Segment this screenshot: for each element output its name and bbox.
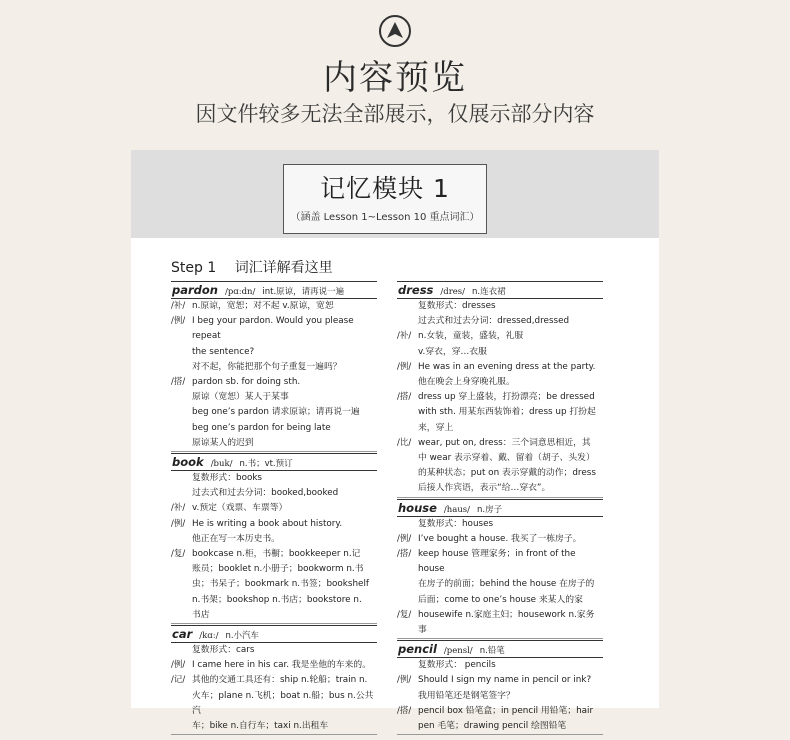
entry-line-text: 火车；plane n.飞机；boat n.船；bus n.公共汽	[192, 690, 374, 716]
page-subtitle: 因文件较多无法全部展示，仅展示部分内容	[195, 102, 595, 126]
entry-line-text: pen 毛笔；drawing pencil 绘图铅笔	[418, 721, 567, 732]
entry-definition: n.书；vt.预订	[239, 459, 293, 470]
entry-line	[397, 719, 603, 734]
entry-line-tag: /复/	[171, 549, 186, 560]
entry-line-tag	[397, 466, 418, 481]
entry-line-tag	[171, 345, 192, 360]
entry-definition: n.房子	[477, 504, 503, 515]
entry-line	[171, 405, 377, 420]
entry-line-tag	[397, 421, 418, 436]
entry-line-tag: /例/	[171, 518, 186, 529]
entry-phonetic: /dres/	[440, 287, 466, 297]
entry-line	[171, 501, 377, 516]
entry-line	[397, 577, 603, 592]
entry-line-text: I’ve bought a house. 我买了一栋房子。	[418, 533, 582, 544]
entry-body	[397, 299, 603, 498]
entry-line-text: He is writing a book about history.	[192, 518, 343, 529]
entry-line-text: 虫；书呆子；bookmark n.书签；bookshelf	[192, 579, 370, 590]
entry-line-text: 后面；come to one’s house 来某人的家	[418, 594, 583, 605]
entry-line	[397, 593, 603, 608]
entry-line	[397, 299, 603, 314]
entry-line-tag: /例/	[397, 361, 412, 372]
left-column	[171, 280, 377, 735]
entry-line-text: 车；bike n.自行车；taxi n.出租车	[192, 721, 329, 732]
entry-line	[171, 562, 377, 577]
entry-line	[171, 689, 377, 719]
module-title-box	[283, 164, 487, 234]
entry-line	[171, 608, 377, 623]
entry-line-tag	[171, 390, 192, 405]
entry-line	[171, 719, 377, 734]
entry-line-text: 原谅（宽恕）某人于某事	[192, 392, 289, 403]
entry-line-text: housewife n.家庭主妇；housework n.家务事	[418, 609, 595, 636]
entry-line	[171, 673, 377, 688]
entry-line-text: 过去式和过去分词：dressed,dressed	[418, 316, 570, 327]
entry-line	[171, 375, 377, 390]
entry-line-tag: /记/	[171, 675, 186, 686]
entry-line	[397, 673, 603, 688]
entry-line	[397, 547, 603, 577]
entry-line	[397, 436, 603, 451]
entry-line-tag	[397, 299, 418, 314]
entry-line	[397, 481, 603, 496]
entry-line-text: pencil box 铅笔盒；in pencil 用铅笔；hair	[418, 705, 594, 716]
entry-line-tag	[171, 577, 192, 592]
entry-line	[397, 451, 603, 466]
entry-line	[397, 658, 603, 673]
entry-header	[171, 281, 377, 299]
entry-line-text: Should I sign my name in pencil or ink?	[418, 675, 592, 686]
entry-line-tag	[171, 719, 192, 734]
entry-line-tag: /搭/	[397, 392, 412, 403]
entry-header	[171, 625, 377, 643]
entry-line-text: 复数形式： pencils	[418, 660, 496, 671]
entry-body	[171, 471, 377, 624]
entry-line-tag: /搭/	[397, 705, 412, 716]
entry-line	[397, 532, 603, 547]
entry-line-text: with sth. 用某东西装饰着；dress up 打扮起	[418, 407, 596, 418]
entry-line	[397, 405, 603, 420]
entry-definition: int.原谅，请再说一遍	[262, 287, 345, 297]
entry-line-tag: /例/	[397, 533, 412, 544]
entry-body	[397, 517, 603, 640]
entry-word: book	[172, 455, 204, 470]
entry-line-text: bookcase n.柜，书橱；bookkeeper n.记	[192, 549, 361, 560]
entry-line	[171, 390, 377, 405]
entry-line-text: I beg your pardon. Would you please repeat	[192, 316, 354, 342]
entry-line-tag	[397, 658, 418, 673]
entry-line-text: 在房子的前面；behind the house 在房子的	[418, 579, 595, 590]
entry-line-tag	[397, 375, 418, 390]
module-title: 记忆模块 1	[320, 174, 450, 203]
entry-line-text: He was in an evening dress at the party.	[418, 361, 596, 372]
module-subtitle: （涵盖 Lesson 1~Lesson 10 重点词汇）	[290, 212, 480, 223]
logo-compass-icon	[378, 14, 412, 48]
entry-line-text: 其他的交通工具还有：ship n.轮船；train n.	[192, 675, 368, 686]
entry-definition: n.连衣裙	[472, 287, 506, 297]
entry-definition: n.铅笔	[479, 646, 505, 657]
entry-line-tag	[397, 593, 418, 608]
entry-line-tag: /搭/	[171, 377, 186, 388]
entry-line-text: dress up 穿上盛装，打扮漂亮；be dressed	[418, 392, 595, 403]
entry-phonetic: /kɑː/	[199, 631, 219, 642]
entry-body	[397, 658, 603, 735]
entry-line	[397, 466, 603, 481]
entry-line-text: n.书架；bookshop n.书店；bookstore n.	[192, 594, 362, 605]
entry-line	[397, 608, 603, 638]
entry-line-tag	[397, 405, 418, 420]
entry-word: house	[398, 500, 437, 515]
entry-line-text: 来，穿上	[418, 422, 454, 433]
step-heading	[171, 257, 347, 277]
entry-phonetic: /haus/	[443, 504, 471, 515]
entry-line-tag	[171, 593, 192, 608]
entry-line-text: I came here in his car. 我是坐他的车来的。	[192, 660, 372, 671]
entry-line	[171, 314, 377, 344]
entry-line	[397, 375, 603, 390]
entry-line	[397, 689, 603, 704]
entry-line	[171, 421, 377, 436]
entry-word: car	[172, 627, 193, 642]
entry-line-tag	[171, 608, 192, 623]
entry-line	[171, 436, 377, 451]
entry-line-text: 中 wear 表示穿着、戴、留着（胡子、头发）	[418, 453, 595, 464]
entry-line-text: 对不起，你能把那个句子重复一遍吗？	[192, 361, 342, 372]
entry-line-tag	[397, 314, 418, 329]
entry-phonetic: /buk/	[210, 459, 233, 470]
entry-line-text: 书店	[192, 609, 210, 620]
entry-line-text: beg one’s pardon 请求原谅；请再说一遍	[192, 407, 360, 418]
entry-line-text: beg one’s pardon for being late	[192, 422, 331, 433]
entry-line-tag: /例/	[171, 660, 186, 671]
entry-line-tag	[397, 517, 418, 532]
entry-header	[171, 453, 377, 471]
entry-line-tag	[171, 562, 192, 577]
entry-line-text: wear, put on, dress：三个词意思相近，其	[418, 437, 591, 448]
entry-line	[171, 471, 377, 486]
entry-line-text: 他在晚会上身穿晚礼服。	[418, 377, 515, 388]
entry-definition: n.小汽车	[225, 631, 260, 642]
entry-line-text: 复数形式：dresses	[418, 301, 496, 311]
entry-line-tag: /例/	[171, 316, 186, 327]
entry-line-text: 后接人作宾语，表示“给…穿衣”。	[418, 483, 551, 494]
entry-line	[171, 577, 377, 592]
entry-line-text: 我用铅笔还是钢笔签字？	[418, 690, 515, 701]
entry-line	[397, 329, 603, 344]
entry-line-tag	[397, 451, 418, 466]
step-number: Step 1	[171, 260, 217, 276]
entry-line	[171, 517, 377, 532]
entry-word: pardon	[172, 283, 218, 297]
entry-word: pencil	[398, 642, 437, 657]
entry-line-tag: /例/	[397, 675, 412, 686]
entry-line-tag	[397, 689, 418, 704]
entry-line-tag	[171, 689, 192, 719]
entry-line-tag	[171, 421, 192, 436]
entry-line	[397, 314, 603, 329]
entry-line	[171, 658, 377, 673]
entry-line-text: 他正在写一本历史书。	[192, 533, 280, 544]
entry-phonetic: /pɑːdn/	[224, 287, 256, 297]
entry-line-tag: /补/	[171, 301, 186, 311]
entry-line-text: keep house 管理家务；in front of the house	[418, 549, 576, 575]
entry-line	[397, 360, 603, 375]
entry-line	[171, 360, 377, 375]
entry-line	[171, 532, 377, 547]
entry-line-text: the sentence?	[192, 346, 255, 357]
entry-line-text: 复数形式：houses	[418, 518, 494, 529]
entry-line	[397, 704, 603, 719]
entry-line-text: 复数形式：books	[192, 473, 263, 484]
entry-phonetic: /pensl/	[443, 646, 473, 657]
entry-line	[171, 643, 377, 658]
entry-line-tag	[171, 532, 192, 547]
document-preview	[131, 150, 659, 732]
entry-line	[171, 299, 377, 314]
entry-line-text: n.原谅，宽恕；对不起 v.原谅，宽恕	[192, 301, 334, 311]
entry-line-tag	[397, 577, 418, 592]
entry-line-tag	[171, 471, 192, 486]
entry-header	[397, 499, 603, 517]
entry-line-text: 复数形式：cars	[192, 645, 255, 656]
entry-line-tag	[171, 486, 192, 501]
entry-line-tag	[171, 643, 192, 658]
entry-line-tag: /复/	[397, 609, 412, 620]
entry-line-tag: /补/	[397, 331, 412, 342]
entry-line-tag: /比/	[397, 437, 412, 448]
entry-header	[397, 640, 603, 658]
entry-line	[171, 345, 377, 360]
entry-header	[397, 281, 603, 299]
entry-line-text: n.女装，童装，盛装，礼服	[418, 331, 524, 342]
entry-body	[171, 299, 377, 452]
entry-line	[397, 421, 603, 436]
right-column	[397, 280, 603, 735]
entry-line-text: pardon sb. for doing sth.	[192, 377, 301, 388]
entry-body	[171, 643, 377, 735]
entry-line	[397, 517, 603, 532]
entry-line-text: v.穿衣，穿…衣服	[418, 346, 487, 357]
entry-line-tag	[171, 360, 192, 375]
entry-word: dress	[398, 283, 434, 297]
step-label: 词汇详解看这里	[234, 260, 333, 276]
entry-line	[397, 345, 603, 360]
entry-line	[171, 486, 377, 501]
entry-line-tag	[397, 719, 418, 734]
entry-line-tag: /搭/	[397, 549, 412, 560]
entry-line-text: 过去式和过去分词：booked,booked	[192, 488, 339, 499]
entry-line	[171, 547, 377, 562]
entry-line-text: 原谅某人的迟到	[192, 437, 254, 448]
entry-line-tag	[171, 405, 192, 420]
page-title: 内容预览	[323, 58, 467, 98]
entry-line	[397, 390, 603, 405]
entry-line-tag	[171, 436, 192, 451]
entry-line-tag	[397, 345, 418, 360]
entry-line-text: v.预定（戏票、车票等）	[192, 503, 288, 514]
entry-line-tag	[397, 481, 418, 496]
entry-line-tag: /补/	[171, 503, 186, 514]
entry-line-text: 的某种状态；put on 表示穿戴的动作；dress	[418, 468, 596, 479]
entry-line	[171, 593, 377, 608]
entry-line-text: 账员；booklet n.小册子；bookworm n.书	[192, 564, 364, 575]
